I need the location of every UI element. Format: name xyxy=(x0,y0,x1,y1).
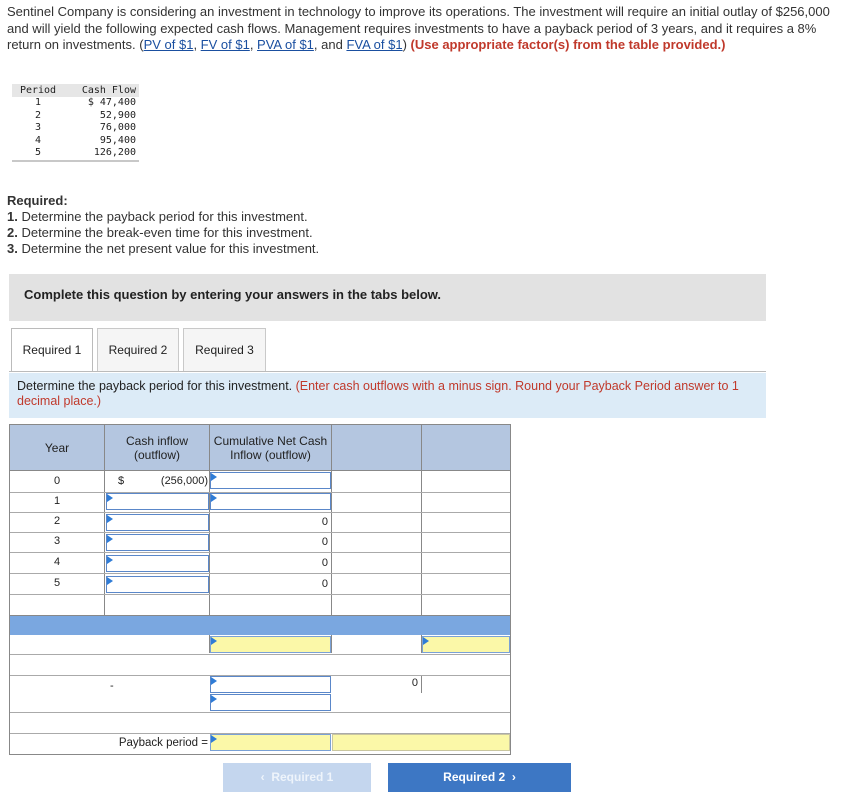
chevron-right-icon: › xyxy=(511,770,516,784)
cash-inflow-input-3[interactable] xyxy=(106,534,209,551)
intro-text: Sentinel Company is considering an investment in technology to improve its operations. The investment will require an initial outlay of $256,000 and will yield the following expected cash flows. Management requires investments to have a payback period of 3 years, and it requires a 8% return on investments. ( xyxy=(7,4,830,52)
input-marker-icon xyxy=(211,735,217,743)
table-row: 3 76,000 xyxy=(34,122,136,133)
link-fv-table[interactable]: FV of $1 xyxy=(200,37,250,52)
year-label: 1 xyxy=(53,495,61,507)
tab-required-2[interactable]: Required 2 xyxy=(97,328,179,371)
list-item: 1. Determine the payback period for this investment. xyxy=(7,209,308,224)
list-item: 3. Determine the net present value for this investment. xyxy=(7,241,320,256)
cumulative-input-1[interactable] xyxy=(210,493,331,510)
cumulative-value: 0 xyxy=(321,557,328,569)
tab-instruction: Determine the payback period for this investment. (Enter cash outflows with a minus sign. Round your Payback Period answer to 1 decimal place.) xyxy=(9,373,766,418)
input-marker-icon xyxy=(107,535,113,543)
answer-input-c[interactable] xyxy=(210,676,331,693)
dollar-sign: $ xyxy=(118,475,125,487)
next-button[interactable]: Required 2 › xyxy=(388,763,571,792)
cumulative-value: 0 xyxy=(321,516,328,528)
prev-button[interactable]: ‹ Required 1 xyxy=(223,763,371,792)
answer-input-b[interactable] xyxy=(422,636,510,653)
input-marker-icon xyxy=(107,494,113,502)
year-header: Year xyxy=(10,425,105,471)
cash-inflow-header: Cash inflow (outflow) xyxy=(105,425,210,471)
table-row: 1 $ 47,400 xyxy=(34,97,136,108)
input-marker-icon xyxy=(107,515,113,523)
cumulative-input-0[interactable] xyxy=(210,472,331,489)
year-label: 4 xyxy=(53,556,61,568)
cash-inflow-input-4[interactable] xyxy=(106,555,209,572)
cumulative-value: 0 xyxy=(321,578,328,590)
link-pv-table[interactable]: PV of $1 xyxy=(143,37,194,52)
input-marker-icon xyxy=(107,577,113,585)
input-marker-icon xyxy=(211,637,217,645)
cumulative-header: Cumulative Net Cash Inflow (outflow) xyxy=(210,425,332,471)
link-fva-table[interactable]: FVA of $1 xyxy=(346,37,403,52)
blank-header xyxy=(332,425,422,471)
payback-period-unit xyxy=(332,734,510,751)
input-marker-icon xyxy=(211,473,217,481)
initial-outlay: (256,000) xyxy=(160,475,208,487)
cumulative-value: 0 xyxy=(411,677,418,689)
cumulative-value: 0 xyxy=(321,536,328,548)
link-pva-table[interactable]: PVA of $1 xyxy=(257,37,314,52)
list-item: 2. Determine the break-even time for this investment. xyxy=(7,225,313,240)
year-label: 0 xyxy=(53,475,61,487)
cash-flow-table xyxy=(12,84,139,162)
input-marker-icon xyxy=(107,556,113,564)
cash-inflow-input-1[interactable] xyxy=(106,493,209,510)
blank-header xyxy=(422,425,510,471)
payback-period-label: Payback period = xyxy=(118,737,208,749)
intro-instruction: (Use appropriate factor(s) from the table provided.) xyxy=(410,37,726,52)
input-marker-icon xyxy=(211,695,217,703)
answer-input-d[interactable] xyxy=(210,694,331,711)
problem-intro: Sentinel Company is considering an investment in technology to improve its operations. The investment will require an initial outlay of $256,000 and will yield the following expected cash flows. Management requires investments to have a payback period of 3 years, and it requires a 8% return on investments. (PV of $1, FV of $1, PVA of $1, and FVA of $1) (Use appropriate factor(s) from the table provided.) xyxy=(7,4,830,52)
table-row: 5 126,200 xyxy=(34,147,136,158)
tab-divider xyxy=(9,371,766,372)
chevron-left-icon: ‹ xyxy=(260,770,265,784)
answer-input-a[interactable] xyxy=(210,636,331,653)
dash: - xyxy=(110,680,114,692)
required-title: Required: xyxy=(7,193,68,208)
section-band xyxy=(10,616,510,635)
instructions-banner: Complete this question by entering your answers in the tabs below. xyxy=(9,274,766,321)
input-marker-icon xyxy=(211,494,217,502)
input-marker-icon xyxy=(211,677,217,685)
tab-required-3[interactable]: Required 3 xyxy=(183,328,266,371)
table-row: 4 95,400 xyxy=(34,134,136,146)
payback-grid xyxy=(9,424,511,755)
cash-inflow-input-2[interactable] xyxy=(106,514,209,531)
cash-inflow-input-5[interactable] xyxy=(106,576,209,593)
year-label: 3 xyxy=(53,535,61,547)
input-marker-icon xyxy=(423,637,429,645)
required-list xyxy=(7,193,319,257)
period-header: Period xyxy=(19,85,57,96)
cash-flow-header: Cash Flow xyxy=(81,85,136,96)
table-row: 2 52,900 xyxy=(34,109,136,121)
tab-required-1[interactable]: Required 1 xyxy=(11,328,93,372)
payback-period-input[interactable] xyxy=(210,734,331,751)
year-label: 2 xyxy=(53,515,61,527)
year-label: 5 xyxy=(53,577,61,589)
